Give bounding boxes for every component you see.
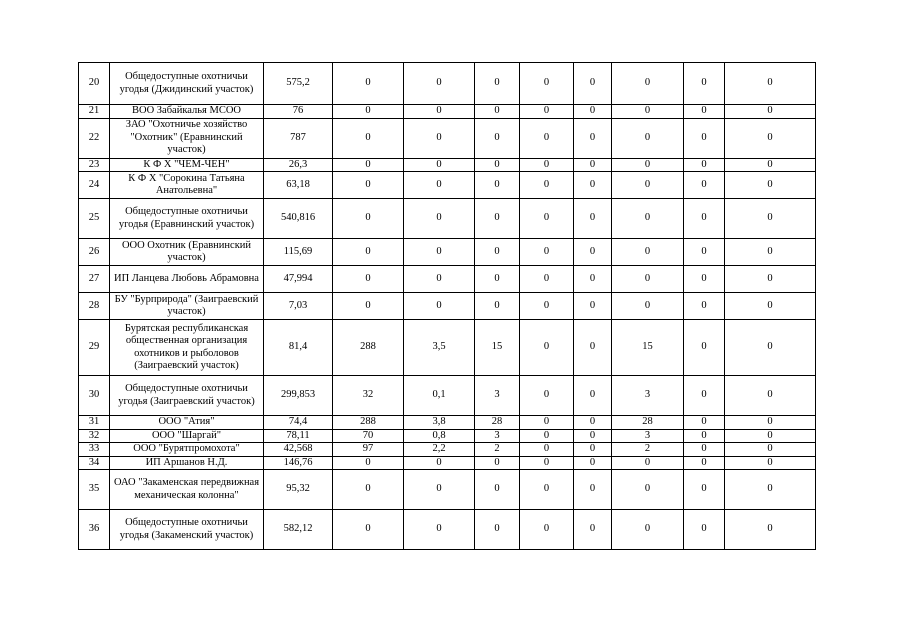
table-row	[79, 456, 816, 470]
area-cell: 115,69	[264, 239, 333, 266]
value-cell: 0	[520, 266, 574, 293]
value-cell: 0	[404, 199, 475, 239]
value-cell: 0	[725, 158, 816, 172]
value-cell: 0	[684, 158, 725, 172]
value-cell: 3,5	[404, 320, 475, 376]
value-cell: 0	[612, 199, 684, 239]
value-cell: 0	[725, 118, 816, 158]
value-cell: 0	[725, 239, 816, 266]
value-cell: 32	[333, 376, 404, 416]
row-number-cell: 25	[79, 199, 110, 239]
table-row	[79, 429, 816, 443]
row-number-cell: 36	[79, 510, 110, 550]
value-cell: 0	[404, 293, 475, 320]
row-number-cell: 33	[79, 443, 110, 457]
value-cell: 0	[475, 118, 520, 158]
value-cell: 0,1	[404, 376, 475, 416]
table-row	[79, 199, 816, 239]
area-cell: 81,4	[264, 320, 333, 376]
value-cell: 28	[612, 416, 684, 430]
value-cell: 0	[475, 266, 520, 293]
area-cell: 146,76	[264, 456, 333, 470]
organization-name-cell: ООО "Атия"	[110, 416, 264, 430]
row-number-cell: 26	[79, 239, 110, 266]
value-cell: 0	[725, 199, 816, 239]
value-cell: 0	[520, 63, 574, 105]
value-cell: 0	[612, 239, 684, 266]
value-cell: 0	[612, 63, 684, 105]
value-cell: 3	[475, 376, 520, 416]
value-cell: 2	[475, 443, 520, 457]
value-cell: 0	[574, 172, 612, 199]
row-number-cell: 28	[79, 293, 110, 320]
value-cell: 0	[684, 199, 725, 239]
area-cell: 47,994	[264, 266, 333, 293]
row-number-cell: 32	[79, 429, 110, 443]
value-cell: 0	[612, 158, 684, 172]
table-row	[79, 416, 816, 430]
value-cell: 0,8	[404, 429, 475, 443]
value-cell: 0	[684, 293, 725, 320]
value-cell: 0	[574, 470, 612, 510]
organization-name-cell: ИП Аршанов Н.Д.	[110, 456, 264, 470]
value-cell: 0	[333, 239, 404, 266]
value-cell: 0	[725, 510, 816, 550]
value-cell: 3,8	[404, 416, 475, 430]
value-cell: 0	[574, 510, 612, 550]
value-cell: 0	[574, 293, 612, 320]
value-cell: 0	[333, 199, 404, 239]
value-cell: 0	[520, 470, 574, 510]
value-cell: 0	[333, 63, 404, 105]
organization-name-cell: Общедоступные охотничьи угодья (Еравнинский участок)	[110, 199, 264, 239]
value-cell: 0	[333, 510, 404, 550]
value-cell: 2,2	[404, 443, 475, 457]
value-cell: 0	[574, 266, 612, 293]
area-cell: 95,32	[264, 470, 333, 510]
organization-name-cell: Бурятская республиканская общественная организация охотников и рыболовов (Заиграевский участок)	[110, 320, 264, 376]
value-cell: 0	[612, 266, 684, 293]
row-number-cell: 22	[79, 118, 110, 158]
value-cell: 0	[574, 443, 612, 457]
value-cell: 0	[404, 172, 475, 199]
organization-name-cell: ОАО "Закаменская передвижная механическая колонна"	[110, 470, 264, 510]
area-cell: 7,03	[264, 293, 333, 320]
value-cell: 0	[574, 105, 612, 119]
value-cell: 0	[574, 429, 612, 443]
row-number-cell: 27	[79, 266, 110, 293]
value-cell: 0	[333, 118, 404, 158]
area-cell: 299,853	[264, 376, 333, 416]
value-cell: 3	[475, 429, 520, 443]
table-row	[79, 158, 816, 172]
value-cell: 0	[684, 118, 725, 158]
value-cell: 0	[725, 63, 816, 105]
value-cell: 0	[725, 470, 816, 510]
organization-name-cell: ИП Ланцева Любовь Абрамовна	[110, 266, 264, 293]
value-cell: 0	[684, 266, 725, 293]
value-cell: 0	[475, 456, 520, 470]
value-cell: 0	[574, 118, 612, 158]
value-cell: 0	[612, 118, 684, 158]
value-cell: 0	[333, 158, 404, 172]
area-cell: 540,816	[264, 199, 333, 239]
value-cell: 97	[333, 443, 404, 457]
value-cell: 0	[475, 239, 520, 266]
row-number-cell: 20	[79, 63, 110, 105]
value-cell: 0	[612, 172, 684, 199]
value-cell: 0	[520, 510, 574, 550]
value-cell: 0	[684, 456, 725, 470]
value-cell: 0	[475, 293, 520, 320]
row-number-cell: 23	[79, 158, 110, 172]
value-cell: 0	[404, 470, 475, 510]
value-cell: 0	[475, 63, 520, 105]
value-cell: 0	[404, 158, 475, 172]
value-cell: 0	[520, 118, 574, 158]
value-cell: 0	[612, 293, 684, 320]
area-cell: 76	[264, 105, 333, 119]
value-cell: 0	[684, 510, 725, 550]
organization-name-cell: ООО "Бурятпромохота"	[110, 443, 264, 457]
table-row	[79, 118, 816, 158]
value-cell: 0	[684, 239, 725, 266]
value-cell: 2	[612, 443, 684, 457]
table-row	[79, 443, 816, 457]
table-row	[79, 266, 816, 293]
value-cell: 0	[574, 199, 612, 239]
table-row	[79, 172, 816, 199]
value-cell: 0	[404, 266, 475, 293]
value-cell: 0	[520, 320, 574, 376]
row-number-cell: 29	[79, 320, 110, 376]
area-cell: 575,2	[264, 63, 333, 105]
organization-name-cell: Общедоступные охотничьи угодья (Заиграевский участок)	[110, 376, 264, 416]
value-cell: 0	[684, 376, 725, 416]
value-cell: 0	[475, 199, 520, 239]
value-cell: 0	[612, 470, 684, 510]
value-cell: 0	[725, 376, 816, 416]
value-cell: 0	[520, 293, 574, 320]
value-cell: 0	[725, 416, 816, 430]
value-cell: 15	[612, 320, 684, 376]
value-cell: 15	[475, 320, 520, 376]
value-cell: 0	[520, 199, 574, 239]
value-cell: 0	[574, 416, 612, 430]
value-cell: 0	[684, 443, 725, 457]
value-cell: 0	[684, 416, 725, 430]
value-cell: 0	[725, 443, 816, 457]
value-cell: 0	[574, 239, 612, 266]
organization-name-cell: Общедоступные охотничьи угодья (Закаменский участок)	[110, 510, 264, 550]
value-cell: 0	[404, 239, 475, 266]
row-number-cell: 31	[79, 416, 110, 430]
value-cell: 0	[520, 429, 574, 443]
hunting-grounds-table	[78, 62, 816, 550]
value-cell: 0	[574, 456, 612, 470]
area-cell: 63,18	[264, 172, 333, 199]
value-cell: 0	[475, 158, 520, 172]
row-number-cell: 24	[79, 172, 110, 199]
value-cell: 0	[333, 105, 404, 119]
value-cell: 3	[612, 376, 684, 416]
value-cell: 0	[404, 105, 475, 119]
value-cell: 0	[520, 443, 574, 457]
value-cell: 0	[404, 456, 475, 470]
value-cell: 0	[520, 105, 574, 119]
value-cell: 0	[725, 105, 816, 119]
organization-name-cell: Общедоступные охотничьи угодья (Джидинский участок)	[110, 63, 264, 105]
table-row	[79, 105, 816, 119]
value-cell: 0	[520, 456, 574, 470]
value-cell: 0	[475, 470, 520, 510]
value-cell: 0	[475, 510, 520, 550]
value-cell: 288	[333, 416, 404, 430]
organization-name-cell: БУ "Бурприрода" (Заиграевский участок)	[110, 293, 264, 320]
value-cell: 0	[333, 293, 404, 320]
value-cell: 0	[612, 510, 684, 550]
table-row	[79, 63, 816, 105]
value-cell: 70	[333, 429, 404, 443]
organization-name-cell: ООО Охотник (Еравнинский участок)	[110, 239, 264, 266]
value-cell: 0	[725, 320, 816, 376]
value-cell: 0	[574, 63, 612, 105]
value-cell: 0	[574, 320, 612, 376]
value-cell: 0	[333, 456, 404, 470]
value-cell: 0	[725, 266, 816, 293]
organization-name-cell: К Ф Х "Сорокина Татьяна Анатольевна"	[110, 172, 264, 199]
value-cell: 0	[684, 105, 725, 119]
row-number-cell: 21	[79, 105, 110, 119]
area-cell: 26,3	[264, 158, 333, 172]
value-cell: 3	[612, 429, 684, 443]
value-cell: 0	[475, 172, 520, 199]
table-row	[79, 320, 816, 376]
value-cell: 0	[725, 456, 816, 470]
organization-name-cell: ЗАО "Охотничье хозяйство "Охотник" (Еравнинский участок)	[110, 118, 264, 158]
value-cell: 0	[520, 376, 574, 416]
organization-name-cell: К Ф Х "ЧЕМ-ЧЕН"	[110, 158, 264, 172]
value-cell: 0	[725, 172, 816, 199]
organization-name-cell: ООО "Шаргай"	[110, 429, 264, 443]
row-number-cell: 30	[79, 376, 110, 416]
table-row	[79, 510, 816, 550]
table-row	[79, 239, 816, 266]
value-cell: 28	[475, 416, 520, 430]
area-cell: 42,568	[264, 443, 333, 457]
organization-name-cell: ВОО Забайкалья МСОО	[110, 105, 264, 119]
value-cell: 0	[725, 293, 816, 320]
value-cell: 0	[520, 416, 574, 430]
value-cell: 0	[333, 172, 404, 199]
table-row	[79, 470, 816, 510]
value-cell: 0	[725, 429, 816, 443]
value-cell: 0	[404, 510, 475, 550]
table-row	[79, 293, 816, 320]
value-cell: 0	[520, 239, 574, 266]
row-number-cell: 34	[79, 456, 110, 470]
value-cell: 0	[684, 63, 725, 105]
value-cell: 0	[404, 118, 475, 158]
value-cell: 0	[612, 456, 684, 470]
value-cell: 0	[520, 172, 574, 199]
area-cell: 787	[264, 118, 333, 158]
area-cell: 78,11	[264, 429, 333, 443]
value-cell: 0	[404, 63, 475, 105]
value-cell: 0	[520, 158, 574, 172]
value-cell: 0	[333, 470, 404, 510]
value-cell: 0	[684, 429, 725, 443]
value-cell: 0	[684, 320, 725, 376]
value-cell: 0	[574, 158, 612, 172]
value-cell: 0	[475, 105, 520, 119]
table-row	[79, 376, 816, 416]
value-cell: 0	[684, 172, 725, 199]
row-number-cell: 35	[79, 470, 110, 510]
area-cell: 582,12	[264, 510, 333, 550]
table-body	[79, 63, 816, 550]
value-cell: 288	[333, 320, 404, 376]
value-cell: 0	[612, 105, 684, 119]
value-cell: 0	[684, 470, 725, 510]
area-cell: 74,4	[264, 416, 333, 430]
value-cell: 0	[574, 376, 612, 416]
value-cell: 0	[333, 266, 404, 293]
